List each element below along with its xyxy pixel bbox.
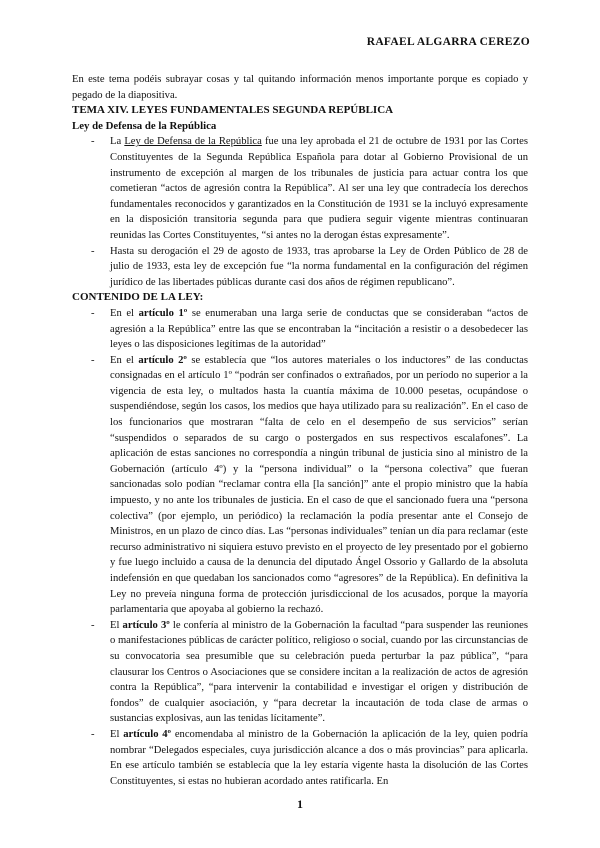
law-bullet-list <box>72 134 528 290</box>
article-label: artículo 1º <box>138 307 188 319</box>
document-body <box>72 72 528 789</box>
contenido-title: CONTENIDO DE LA LEY: <box>72 291 204 304</box>
article-item: - En el artículo 2º se establecía que “los autores materiales o los inductores” de las conductas consignadas en el artículo 1º “podrán ser confinados o extrañados, por un período no superior a la vigencia de esta ley, o multados hasta la cuantía máxima de 10.000 pesetas, ocupándose o suspendiéndose, según los casos, los medios que haya utilizado para su realización”. En el caso de los funcionarios que mostraran “falta de celo en el desempeño de sus servicios” serían “suspendidos o separados de su cargo o postergados en sus respectivos escalafones”. La aplicación de estas sanciones no correspondía a ningún tribunal de justicia sino al ministro de la Gobernación (artículo 4º) y la “persona individual” o la “persona colectiva” que fueran sancionadas solo podían “reclamar contra ella [la sanción]” ante el propio ministro que la había impuesto, y no ante los tribunales de justicia. En el caso de que el sancionado fuera una “persona colectiva” (por ejemplo, un periódico) la reclamación la podía presentar ante el Consejo de Ministros, en un plazo de cinco días. Las “personas individuales” tenían un día para reclamar (este recurso administrativo ni siquiera estuvo previsto en el proyecto de ley presentado por el gobierno y fue luego incluido a causa de la denuncia del diputado Ángel Ossorio y Gallardo de la absoluta indefensión en que quedaban los sancionados como “agresores” de la República). En definitiva la Ley no preveía ninguna forma de protección jurisdiccional de los acusados, porque la mayoría parlamentaria que apoyaba al gobierno la rechazó. <box>72 353 528 618</box>
law-title-underlined: Ley de Defensa de la República <box>124 136 262 148</box>
law-bullet-item: - La Ley de Defensa de la República fue una ley aprobada el 21 de octubre de 1931 por las Cortes Constituyentes de la Segunda República Española para dotar al Gobierno Provisional de un instrumento de excepción al margen de los tribunales de justicia para actuar contra los que cometieran “actos de agresión contra la República”. Al ser una ley que contradecía los derechos fundamentales reconocidos y garantizados en la Constitución de 1931 se la incluyó expresamente en la disposición transitoria segunda para que pudiera seguir vigente mientras continuaran reunidas las Cortes Constituyentes, “si antes no la derogan éstas expresamente”. <box>72 134 528 243</box>
article-item: - El artículo 4º encomendaba al ministro de la Gobernación la aplicación de la ley, quien podría nombrar “Delegados especiales, cuya jurisdicción alcance a dos o más provincias” para aplicarla. En ese artículo también se establecía que la ley estaría vigente hasta la disolución de las Cortes Constituyentes, si estas no hubieran acordado antes ratificarla. En <box>72 727 528 789</box>
law-bullet-item: - Hasta su derogación el 29 de agosto de 1933, tras aprobarse la Ley de Orden Público de 28 de julio de 1933, esta ley de excepción fue “la norma fundamental en la configuración del régimen jurídico de las libertades públicas durante casi dos años de régimen republicano”. <box>72 244 528 291</box>
article-label: artículo 4º <box>123 728 172 740</box>
article-label: artículo 2º <box>138 354 187 366</box>
section-title: TEMA XIV. LEYES FUNDAMENTALES SEGUNDA REPÚBLICA <box>72 104 394 117</box>
law-subtitle: Ley de Defensa de la República <box>72 119 217 132</box>
articles-list <box>72 306 528 789</box>
article-label: artículo 3º <box>122 619 170 631</box>
page-number: 1 <box>297 797 303 811</box>
article-item: - El artículo 3º le confería al ministro de la Gobernación la facultad “para suspender las reuniones o manifestaciones públicas de carácter político, religioso o social, cuando por las circunstancias de su convocatoria sea presumible que su celebración pueda perturbar la paz pública”, “para clausurar los Centros o Asociaciones que se considere incitan a la realización de actos de agresión contra la República”, “para intervenir la contabilidad e investigar el origen y distribución de fondos” de cualquier asociación, y “para decretar la incautación de toda clase de armas o sustancias explosivas, aun las tenidas lícitamente”. <box>72 618 528 727</box>
author-header: RAFAEL ALGARRA CEREZO <box>366 36 530 48</box>
article-item: - En el artículo 1º se enumeraban una larga serie de conductas que se consideraban “actos de agresión a la República” entre las que se encontraban la “incitación a resistir o a desobedecer las leyes o las disposiciones legítimas de la autoridad” <box>72 306 528 353</box>
intro-paragraph: En este tema podéis subrayar cosas y tal quitando información menos importante porque es copiado y pegado de la diapositiva. <box>72 74 528 101</box>
